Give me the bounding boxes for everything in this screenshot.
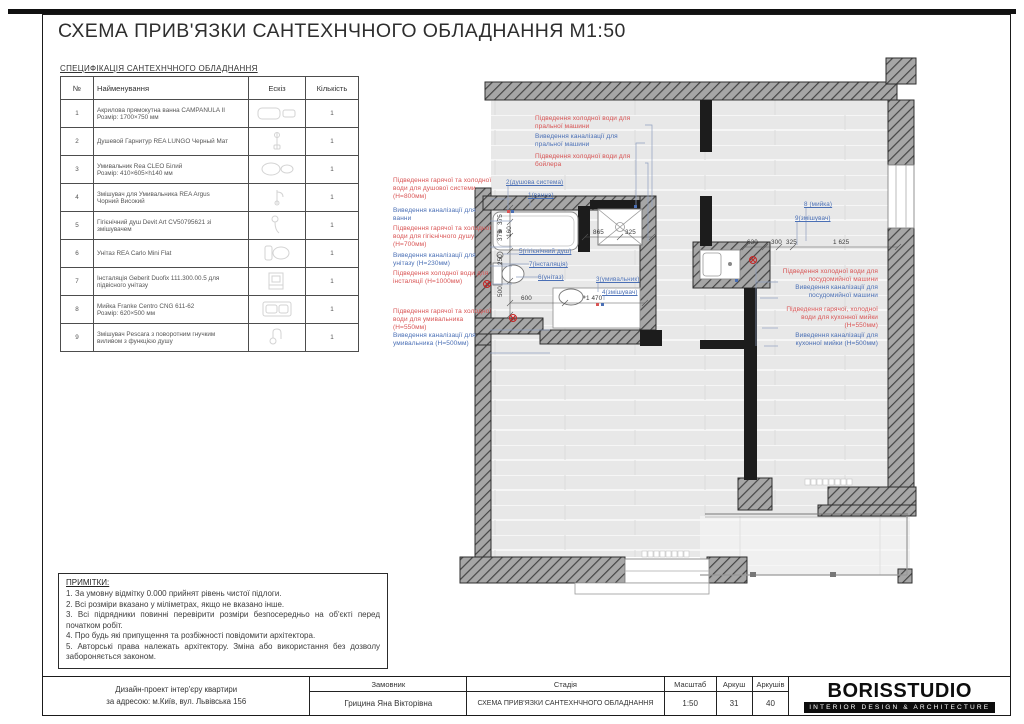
sheets-label: Аркушів <box>753 677 789 692</box>
ann-dishwasher-drain: Виведення каналізації для посудомийної машини <box>795 284 878 300</box>
table-row <box>61 296 359 324</box>
dim-600: 600 <box>521 295 532 302</box>
washbasin-sketch-icon <box>249 156 306 184</box>
ann-basin-water: Підведення гарячої та холодної води для умивальника (Н=550мм) <box>393 308 492 332</box>
customer-cell <box>310 677 467 715</box>
dim-375b: 375 <box>497 230 504 241</box>
shower-set-sketch-icon <box>249 128 306 156</box>
project-line2: за адресою: м.Київ, вул. Львівська 156 <box>106 697 247 706</box>
row-qty: 1 <box>306 128 359 156</box>
installation-frame-sketch-icon <box>249 268 306 296</box>
row-name-line2: виливом з функцією душу <box>97 337 173 345</box>
customer-label: Замовник <box>310 677 466 692</box>
row-name <box>94 128 249 156</box>
note-item: 3. Всі підрядники повинні перевірити розміри безпосередньо на об'єкті перед початком робіт. <box>66 610 380 630</box>
label-toilet: 6(унітаз) <box>538 274 564 281</box>
row-number: 1 <box>61 100 94 128</box>
label-bath: 1(ванна) <box>528 192 554 199</box>
basin-mixer-sketch-icon <box>249 184 306 212</box>
ann-washing-machine-water: Підведення холодної води для пральної машини <box>535 115 631 131</box>
row-name-line2: Розмір: 410×605×h140 мм <box>97 169 173 177</box>
row-number: 7 <box>61 268 94 296</box>
label-shower-system: 2(душова система) <box>506 179 564 186</box>
row-name <box>94 156 249 184</box>
table-row <box>61 212 359 240</box>
kitchen-mixer-sketch-icon <box>249 324 306 352</box>
sheets-value: 40 <box>766 699 775 708</box>
label-installation: 7(інсталяція) <box>529 261 568 268</box>
col-header-name: Найменування <box>94 77 249 100</box>
row-name-line1: Акрилова прямокутна ванна CAMPANULA II <box>97 106 226 114</box>
table-row <box>61 184 359 212</box>
logo-text: BORISSTUDIO <box>827 680 972 702</box>
row-name <box>94 240 249 268</box>
sheet-number-cell <box>717 677 753 715</box>
row-qty: 1 <box>306 296 359 324</box>
dim-160: 160 <box>506 226 513 237</box>
customer-value: Грицина Яна Вікторівна <box>344 699 433 708</box>
ann-boiler-water: Підведення холодної води для бойлера <box>535 153 631 169</box>
title-block <box>42 676 1011 716</box>
project-description-cell <box>43 677 310 715</box>
row-number: 8 <box>61 296 94 324</box>
row-qty: 1 <box>306 156 359 184</box>
kitchen-sink-sketch-icon <box>249 296 306 324</box>
row-name-line1: Змішувач для Умивальника REA Argus <box>97 190 210 198</box>
table-row <box>61 156 359 184</box>
row-qty: 1 <box>306 324 359 352</box>
dim-250: 250 <box>497 254 504 265</box>
row-name-line2: Розмір: 620×500 мм <box>97 309 156 317</box>
table-row <box>61 128 359 156</box>
sheets-total-cell <box>753 677 790 715</box>
row-number: 4 <box>61 184 94 212</box>
row-number: 6 <box>61 240 94 268</box>
dim-500: 500 <box>497 286 504 297</box>
table-row <box>61 240 359 268</box>
row-qty: 1 <box>306 240 359 268</box>
ann-dishwasher-water: Підведення холодної води для посудомийної машини <box>782 268 878 284</box>
row-name-line2: Чорний Високий <box>97 197 145 205</box>
table-row <box>61 324 359 352</box>
ann-kitchen-sink-water: Підведення гарячої, холодної води для кухонної мийки (Н=550мм) <box>786 306 878 330</box>
row-name-line1: Мийка Franke Centro CNG 611-62 <box>97 302 195 310</box>
scale-value: 1:50 <box>682 699 698 708</box>
row-qty: 1 <box>306 184 359 212</box>
sheet-label: Аркуш <box>717 677 752 692</box>
row-name-line1: Унітаз REA Carlo Mini Flat <box>97 250 172 257</box>
toilet-sketch-icon <box>249 240 306 268</box>
bathtub-sketch-icon <box>249 100 306 128</box>
row-name-line1: Інсталяція Geberit Duofix 111.300.00.5 для <box>97 274 220 282</box>
dim-630: 630 <box>747 239 758 246</box>
row-name <box>94 184 249 212</box>
note-item: 1. За умовну відмітку 0.000 прийнят рівень чистої підлоги. <box>66 589 282 598</box>
notes-heading: ПРИМІТКИ: <box>66 578 110 587</box>
row-name-line2: змішувачем <box>97 225 132 233</box>
notes-list <box>66 589 380 663</box>
ann-kitchen-sink-drain: Виведення каналізації для кухонної мийки (Н=500мм) <box>795 332 878 348</box>
table-row <box>61 100 359 128</box>
row-number: 5 <box>61 212 94 240</box>
row-name-line2: Розмір: 1700×750 мм <box>97 113 159 121</box>
dim-1470: 1 470 <box>586 295 603 302</box>
dim-865: 865 <box>593 229 604 236</box>
floor-plan <box>390 55 1015 613</box>
row-number: 2 <box>61 128 94 156</box>
row-name-line1: Умивальник Rea CLEO Білий <box>97 162 183 170</box>
table-row <box>61 268 359 296</box>
col-header-qty: Кількість <box>306 77 359 100</box>
stage-value: СХЕМА ПРИВ'ЯЗКИ САНТЕХНЧНОГО ОБЛАДНАННЯ <box>477 700 654 707</box>
dim-300: 300 <box>771 239 782 246</box>
row-name <box>94 212 249 240</box>
spec-table <box>60 76 359 352</box>
ann-hygienic-water: Підведення гарячої та холодної води для гігієнічного душу (Н=700мм) <box>393 225 492 249</box>
col-header-num: № <box>61 77 94 100</box>
label-kitchen-sink: 8 (мийка) <box>804 201 833 208</box>
spec-table-heading: СПЕЦИФІКАЦІЯ САНТЕХНЧНОГО ОБЛАДНАННЯ <box>60 64 258 73</box>
ann-basin-drain: Виведення каналізації для умивальника (Н=500мм) <box>393 332 476 348</box>
row-name <box>94 100 249 128</box>
note-item: 2. Всі розміри вказано у міліметрах, якщо не вказано інше. <box>66 599 285 609</box>
row-name <box>94 324 249 352</box>
row-name <box>94 296 249 324</box>
plan-annotations <box>390 55 1015 613</box>
row-name <box>94 268 249 296</box>
hygienic-shower-sketch-icon <box>249 212 306 240</box>
row-qty: 1 <box>306 212 359 240</box>
row-number: 3 <box>61 156 94 184</box>
ann-installation-water: Підведення холодної води для інсталяції (Н=1000мм) <box>393 270 489 286</box>
dim-1625: 1 625 <box>833 239 850 246</box>
row-name-line1: Душевой Гарнитур REA LUNGO Черный Мат <box>97 138 229 145</box>
stage-label: Стадія <box>467 677 664 692</box>
stage-cell <box>467 677 665 715</box>
logo-subtext: INTERIOR DESIGN & ARCHITECTURE <box>804 702 995 713</box>
label-hygienic: 5(гігієнічний душ) <box>519 248 572 255</box>
dim-375a: 375 <box>497 214 504 225</box>
scale-label: Масштаб <box>665 677 716 692</box>
scale-cell <box>665 677 717 715</box>
spec-table-body <box>61 100 359 352</box>
spec-table-header-row <box>61 77 359 100</box>
ann-washing-machine-drain: Виведення каналізації для пральної машини <box>535 133 618 149</box>
row-name-line2: підвісного унітазу <box>97 281 148 289</box>
ann-bath-drain: Виведення каналізації для ванни <box>393 207 476 223</box>
note-item: 4. Про будь які припущення та розбіжності повідомити архітектора. <box>66 631 316 641</box>
project-line1: Дизайн-проект інтер'єру квартири <box>115 685 238 695</box>
ann-shower-water: Підведення гарячої та холодної води для душової системи (Н=800мм) <box>393 177 492 201</box>
label-washbasin: 3(умивальник) <box>596 276 640 283</box>
row-qty: 1 <box>306 100 359 128</box>
notes-box <box>58 573 388 669</box>
row-name-line1: Гігієнічний душ Devit Art CV50795621 зі <box>97 218 212 226</box>
dim-325b: 325 <box>786 239 797 246</box>
dim-325a: 325 <box>625 229 636 236</box>
page-title: СХЕМА ПРИВ'ЯЗКИ САНТЕХНЧНОГО ОБЛАДНАННЯ М1:50 <box>58 20 626 42</box>
studio-logo <box>789 677 1010 715</box>
row-qty: 1 <box>306 268 359 296</box>
note-item: 5. Авторські права належать архітектору. Зміна або використання без дозволу забороняється законом. <box>66 641 380 662</box>
label-basin-mixer: 4(змішувач) <box>602 289 638 296</box>
col-header-sketch: Ескіз <box>249 77 306 100</box>
row-name-line1: Змішувач Pescara з поворотним гнучким <box>97 330 216 338</box>
ann-toilet-drain: Виведення каналізації для унітазу (Н=230мм) <box>393 252 476 268</box>
label-kitchen-mixer: 9(змішувач) <box>795 215 831 222</box>
sheet-value: 31 <box>729 699 739 708</box>
row-number: 9 <box>61 324 94 352</box>
